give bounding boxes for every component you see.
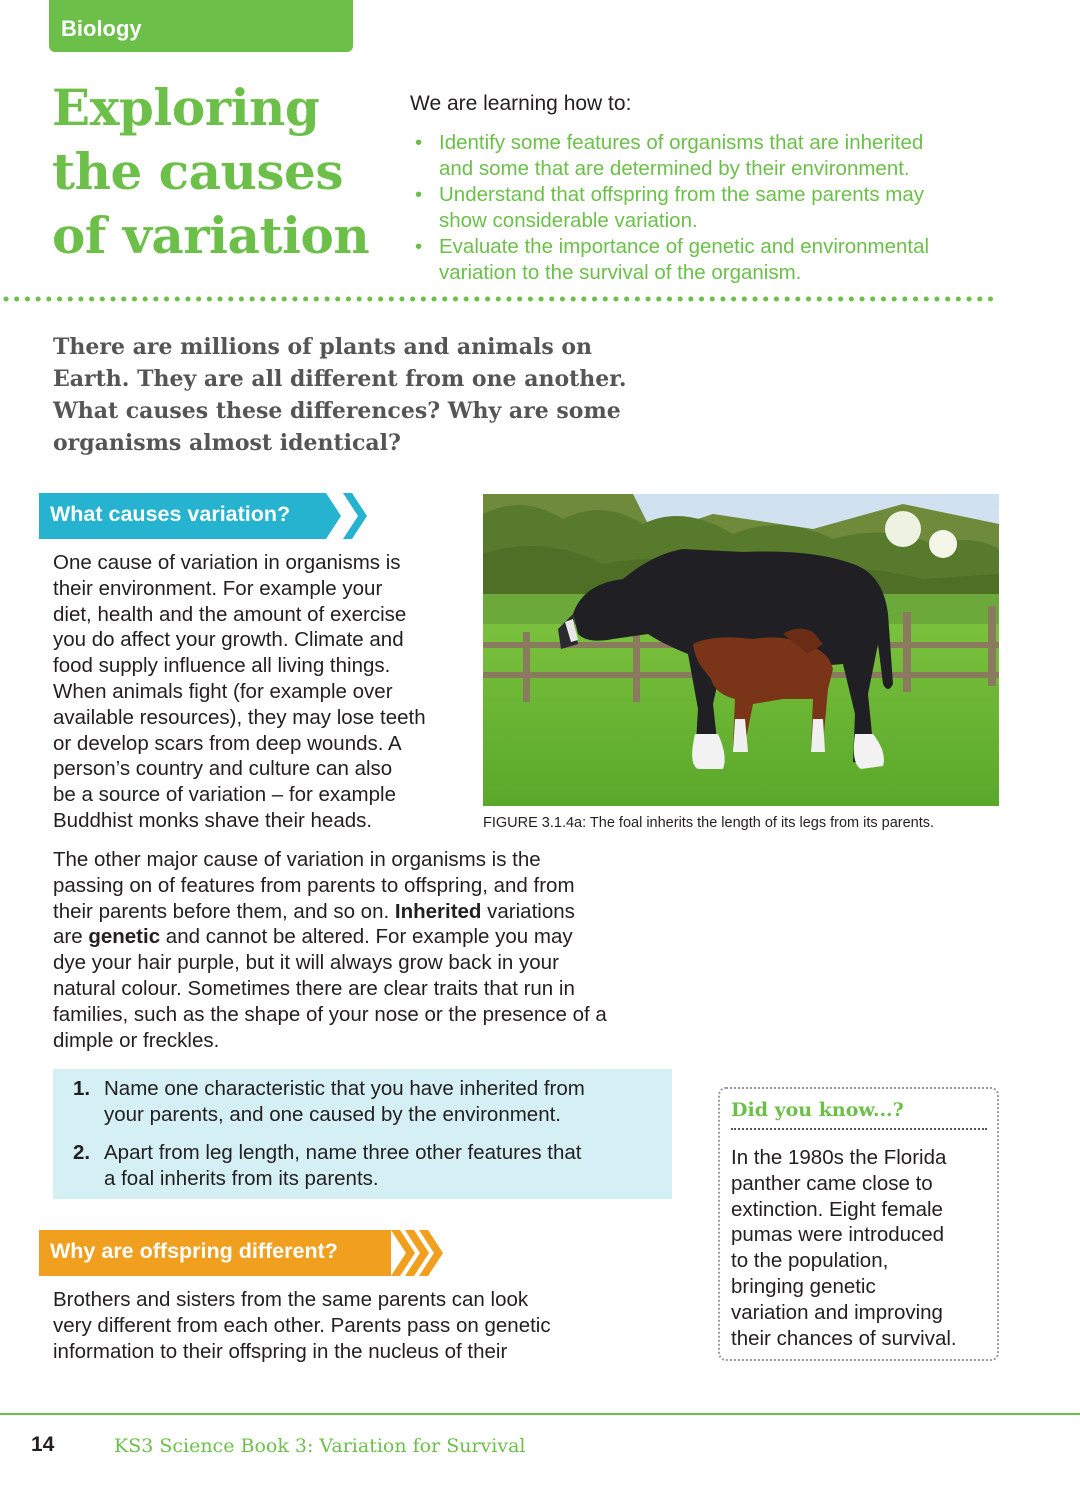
question-number: 1.: [73, 1077, 91, 1100]
text-line: bringing genetic: [731, 1274, 876, 1298]
did-you-know-divider: [731, 1128, 987, 1130]
title-line-3: of variation: [52, 206, 370, 265]
text-line: One cause of variation in organisms is: [53, 551, 401, 574]
text-line: variation and improving: [731, 1300, 943, 1324]
question-text: [73, 1140, 663, 1192]
question-line: a foal inherits from its parents.: [104, 1166, 379, 1190]
text-line: to the population,: [731, 1249, 889, 1273]
text-span: variations: [481, 899, 575, 923]
objective-line: and some that are determined by their environment.: [439, 157, 910, 180]
question-line: Name one characteristic that you have inherited from: [104, 1077, 585, 1100]
intro-line: There are millions of plants and animals on: [53, 334, 593, 360]
text-line: very different from each other. Parents pass on genetic: [53, 1313, 551, 1337]
variation-paragraph-2: [53, 847, 693, 1053]
section-heading-label: What causes variation?: [39, 493, 326, 539]
text-line: dimple or freckles.: [53, 1028, 220, 1052]
question-1: [73, 1076, 663, 1128]
triple-chevron-icon: [387, 1230, 447, 1276]
questions-box: [53, 1069, 672, 1199]
text-span: their parents before them, and so on.: [53, 899, 395, 923]
subject-tab: [49, 0, 353, 52]
keyword-inherited: Inherited: [394, 899, 482, 923]
text-line: pumas were introduced: [731, 1223, 945, 1247]
variation-paragraph-1: [53, 550, 473, 834]
text-line: extinction. Eight female: [731, 1197, 943, 1221]
text-line: In the 1980s the Florida: [731, 1146, 947, 1169]
text-line: [53, 924, 693, 950]
subject-tab-label: Biology: [61, 16, 142, 41]
question-2: [73, 1140, 663, 1192]
footer-rule: [0, 1413, 1080, 1415]
intro-line: organisms almost identical?: [53, 430, 401, 456]
objective-line: • Evaluate the importance of genetic and environmental: [439, 235, 930, 258]
text-span: and cannot be altered. For example you may: [160, 925, 573, 949]
objective-item: [413, 182, 1013, 234]
dotted-divider: [0, 292, 1005, 306]
intro-line: What causes these differences? Why are some: [53, 398, 621, 424]
text-line: dye your hair purple, but it will always grow back in your: [53, 951, 559, 975]
text-line: Brothers and sisters from the same parents can look: [53, 1288, 529, 1311]
page-title: [52, 76, 392, 268]
figure-caption: FIGURE 3.1.4a: The foal inherits the length of its legs from its parents.: [483, 815, 935, 831]
question-number: 2.: [73, 1141, 91, 1164]
objective-line: show considerable variation.: [439, 209, 698, 232]
text-line: Buddhist monks shave their heads.: [53, 808, 373, 832]
text-line: natural colour. Sometimes there are clear traits that run in: [53, 976, 575, 1000]
did-you-know-title: Did you know...?: [731, 1099, 904, 1121]
text-line: available resources), they may lose teeth: [53, 705, 426, 729]
objective-line: • Understand that offspring from the same parents may: [439, 183, 925, 206]
section-heading-label: Why are offspring different?: [39, 1230, 391, 1276]
text-line: [53, 899, 693, 925]
objective-item: [413, 234, 1013, 286]
text-line: information to their offspring in the nucleus of their: [53, 1339, 508, 1363]
keyword-genetic: genetic: [88, 925, 161, 949]
text-span: are: [53, 925, 89, 949]
question-line: Apart from leg length, name three other features that: [104, 1141, 582, 1164]
text-line: When animals fight (for example over: [53, 679, 393, 703]
text-line: their environment. For example your: [53, 576, 383, 600]
text-line: food supply influence all living things.: [53, 654, 391, 678]
offspring-paragraph: [53, 1287, 673, 1364]
text-line: person’s country and culture can also: [53, 757, 393, 781]
did-you-know-text: [731, 1145, 993, 1351]
text-line: you do affect your growth. Climate and: [53, 628, 404, 652]
objective-line: • Identify some features of organisms that are inherited: [439, 131, 924, 154]
question-line: your parents, and one caused by the environment.: [104, 1102, 561, 1126]
double-chevron-icon: [319, 493, 399, 539]
text-line: or develop scars from deep wounds. A: [53, 731, 402, 755]
text-line: panther came close to: [731, 1171, 933, 1195]
section-heading-what-causes-variation: [39, 493, 359, 539]
section-heading-why-offspring-different: [39, 1230, 444, 1276]
text-line: their chances of survival.: [731, 1326, 957, 1350]
text-line: be a source of variation – for example: [53, 783, 396, 807]
did-you-know-box: [718, 1087, 999, 1361]
objective-item: [413, 130, 1013, 182]
book-title: KS3 Science Book 3: Variation for Survival: [114, 1435, 526, 1457]
title-line-2: the causes: [52, 142, 343, 201]
title-line-1: Exploring: [52, 78, 320, 137]
horse-and-foal-photo: [483, 494, 999, 806]
text-line: The other major cause of variation in organisms is the: [53, 848, 541, 871]
learning-intro: We are learning how to:: [410, 92, 632, 115]
text-line: families, such as the shape of your nose or the presence of a: [53, 1002, 607, 1026]
intro-line: Earth. They are all different from one another.: [53, 366, 627, 392]
page-number: 14: [31, 1433, 55, 1456]
intro-paragraph: [53, 331, 643, 459]
text-line: passing on of features from parents to offspring, and from: [53, 873, 575, 897]
objective-line: variation to the survival of the organism.: [439, 261, 802, 284]
learning-objectives: [413, 130, 1013, 286]
text-line: diet, health and the amount of exercise: [53, 602, 407, 626]
question-text: [73, 1076, 663, 1128]
